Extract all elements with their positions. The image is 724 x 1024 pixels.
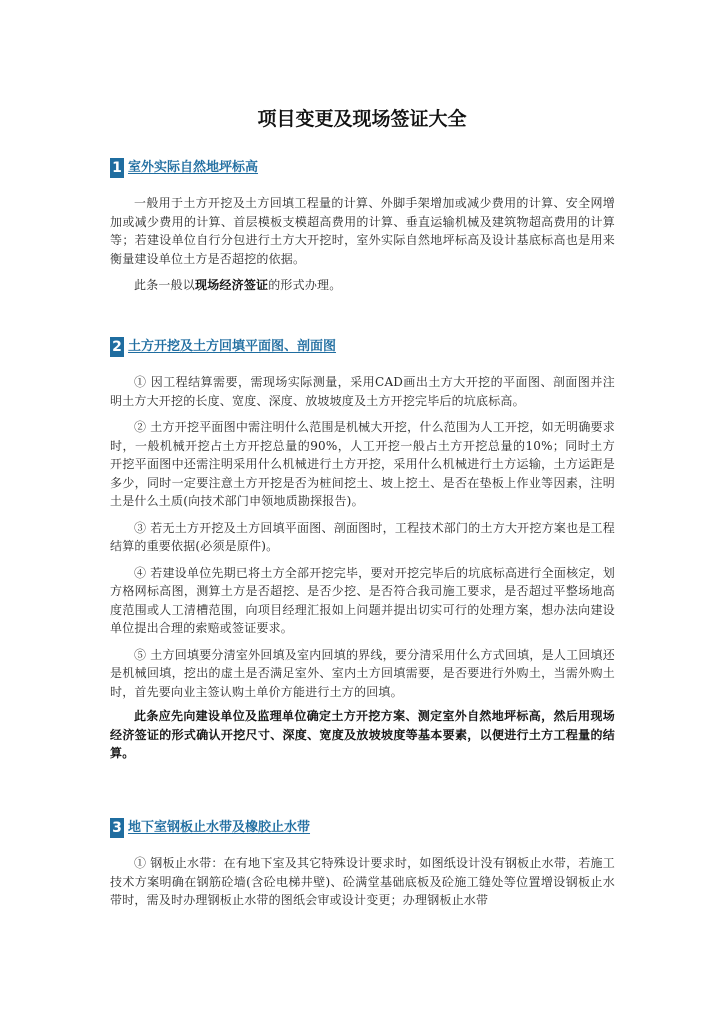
section-number-badge: 1 [110, 158, 124, 178]
section-paragraph: ④ 若建设单位先期已将土方全部开挖完毕，要对开挖完毕后的坑底标高进行全面核定，划方格网标高图，测算土方是否超挖、是否少挖、是否符合我司施工要求，是否超过平整场地高度范围或人工清槽范围，向项目经理汇报如上问题并提出切实可行的处理方案，想办法向建设单位提出合理的索赔或签证要求。 [110, 565, 615, 635]
section-title-link[interactable]: 室外实际自然地坪标高 [128, 160, 259, 175]
note-prefix: 此条一般以 [134, 278, 196, 292]
section-paragraph: ③ 若无土方开挖及土方回填平面图、剖面图时，工程技术部门的土方大开挖方案也是工程结算的重要依据(必须是原件)。 [110, 520, 615, 553]
section-title-link[interactable]: 土方开挖及土方回填平面图、剖面图 [128, 339, 337, 354]
section-note [110, 276, 615, 295]
section-title-link[interactable]: 地下室钢板止水带及橡胶止水带 [128, 820, 311, 835]
section-bold-summary: 此条应先向建设单位及监理单位确定土方开挖方案、测定室外自然地坪标高，然后用现场经济签证的形式确认开挖尺寸、深度、宽度及放坡坡度等基本要素，以便进行土方工程量的结算。 [110, 709, 615, 760]
section-paragraph: ② 土方开挖平面图中需注明什么范围是机械大开挖，什么范围为人工开挖，如无明确要求时，一般机械开挖占土方开挖总量的90%，人工开挖一般占土方开挖总量的10%；同时土方开挖平面图中还需注明采用什么机械进行土方开挖，采用什么机械进行土方运输，土方运距是多少，同时一定要注意土方开挖是否为桩间挖土、坡上挖土、是否在垫板上作业等因素，注明土是什么土质(向技术部门申领地质勘探报告)。 [110, 420, 615, 508]
section-paragraph: ① 因工程结算需要，需现场实际测量，采用CAD画出土方大开挖的平面图、剖面图并注明土方大开挖的长度、宽度、深度、放坡坡度及土方开挖完毕后的坑底标高。 [110, 375, 615, 408]
section-1 [110, 158, 615, 295]
section-2 [110, 337, 615, 763]
section-heading [110, 158, 615, 178]
document-title: 项目变更及现场签证大全 [257, 108, 467, 130]
section-paragraph: ① 钢板止水带：在有地下室及其它特殊设计要求时，如图纸设计没有钢板止水带，若施工技术方案明确在钢筋砼墙(含砼电梯井壁)、砼满堂基础底板及砼施工缝处等位置增设钢板止水带时，需及时办理钢板止水带的图纸会审或设计变更；办理钢板止水带 [110, 856, 615, 907]
section-3 [110, 818, 615, 910]
section-paragraph: ⑤ 土方回填要分清室外回填及室内回填的界线，要分清采用什么方式回填，是人工回填还是机械回填，挖出的虚土是否满足室外、室内土方回填需要，是否要进行外购土，当需外购土时，首先要向业主签认购土单价方能进行土方的回填。 [110, 647, 615, 699]
section-number-badge: 2 [110, 337, 124, 357]
note-bold-term: 现场经济签证 [195, 278, 269, 292]
note-suffix: 的形式办理。 [268, 278, 342, 292]
section-number-badge: 3 [110, 818, 124, 838]
section-heading [110, 818, 615, 838]
section-paragraph: 一般用于土方开挖及土方回填工程量的计算、外脚手架增加或减少费用的计算、安全网增加或减少费用的计算、首层模板支模超高费用的计算、垂直运输机械及建筑物超高费用的计算等；若建设单位自行分包进行土方大开挖时，室外实际自然地坪标高及设计基底标高也是用来衡量建设单位土方是否超挖的依据。 [110, 196, 615, 266]
section-heading [110, 337, 615, 357]
